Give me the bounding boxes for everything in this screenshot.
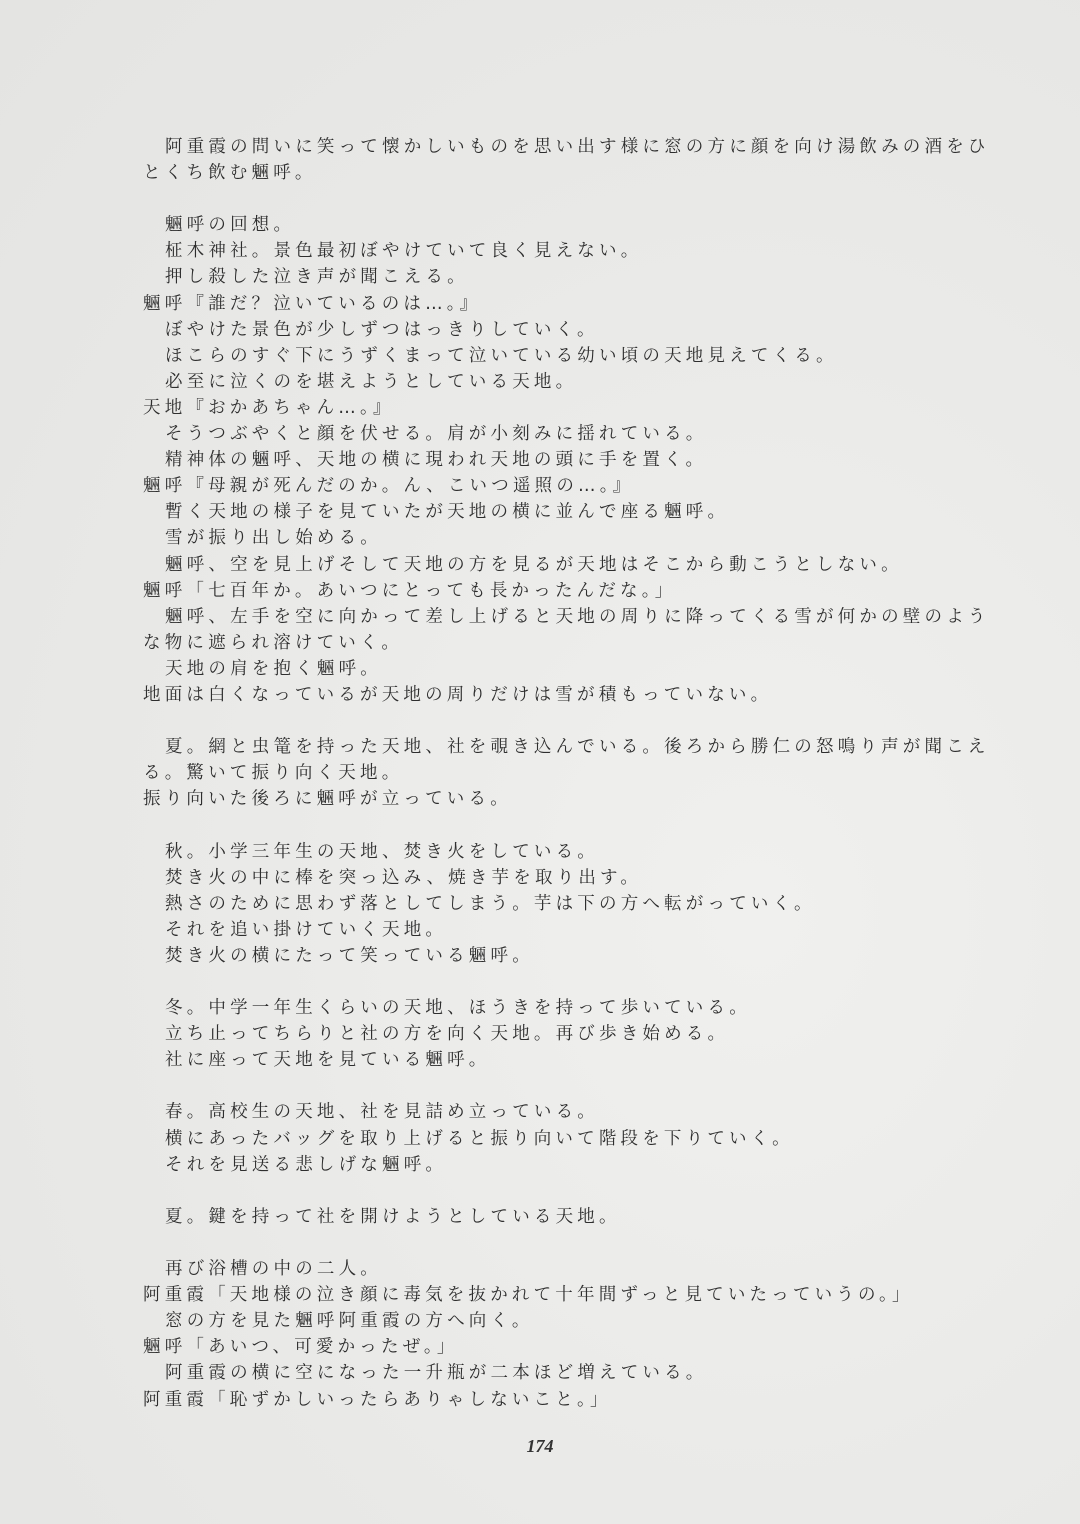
text-line: 熱さのために思わず落としてしまう。芋は下の方へ転がっていく。 — [165, 893, 816, 914]
text-line: 押し殺した泣き声が聞こえる。 — [165, 267, 469, 288]
blank-line — [143, 812, 1023, 838]
text-line: ほこらのすぐ下にうずくまって泣いている幼い頃の天地見えてくる。 — [165, 345, 838, 366]
text-line: 阿重霞の問いに笑って懐かしいものを思い出す様に窓の方に顔を向け湯飲みの酒をひ — [165, 137, 990, 157]
dialogue-line: 魎呼「七百年か。あいつにとっても長かったんだな。」 — [143, 580, 677, 601]
text-line: 精神体の魎呼、天地の横に現われ天地の頭に手を置く。 — [165, 450, 708, 471]
text-line: 魎呼、左手を空に向かって差し上げると天地の周りに降ってくる雪が何かの壁のよう — [165, 606, 990, 627]
text-line: 社に座って天地を見ている魎呼。 — [165, 1050, 491, 1071]
text-line: 必至に泣くのを堪えようとしている天地。 — [165, 371, 578, 392]
text-line: な物に遮られ溶けていく。 — [143, 632, 404, 653]
text-line: 夏。鍵を持って社を開けようとしている天地。 — [165, 1206, 621, 1227]
text-line: 秋。小学三年生の天地、焚き火をしている。 — [165, 841, 599, 862]
text-line: とくち飲む魎呼。 — [143, 163, 317, 184]
text-line: 雪が振り出し始める。 — [165, 528, 382, 549]
blank-line — [143, 1178, 1023, 1204]
text-line: 立ち止ってちらりと社の方を向く天地。再び歩き始める。 — [165, 1024, 730, 1045]
text-line: る。驚いて振り向く天地。 — [143, 763, 404, 784]
text-line: ぼやけた景色が少しずつはっきりしていく。 — [165, 319, 599, 340]
text-line: 暫く天地の様子を見ていたが天地の横に並んで座る魎呼。 — [165, 502, 730, 523]
text-line: それを見送る悲しげな魎呼。 — [165, 1154, 448, 1175]
blank-line — [143, 708, 1023, 734]
blank-line — [143, 1230, 1023, 1256]
text-line: そうつぶやくと顔を伏せる。肩が小刻みに揺れている。 — [165, 424, 708, 445]
text-line: 焚き火の中に棒を突っ込み、焼き芋を取り出す。 — [165, 867, 643, 888]
text-line: 阿重霞の横に空になった一升瓶が二本ほど増えている。 — [165, 1363, 708, 1384]
blank-line — [143, 969, 1023, 995]
script-text-body — [143, 134, 1023, 1413]
text-line: 横にあったバッグを取り上げると振り向いて階段を下りていく。 — [165, 1128, 794, 1149]
page-number: 174 — [526, 1436, 554, 1456]
dialogue-line: 魎呼『母親が死んだのか。ん、こいつ遥照の…。』 — [143, 476, 635, 497]
dialogue-line: 天地『おかあちゃん…。』 — [143, 397, 395, 418]
dialogue-line: 振り向いた後ろに魎呼が立っている。 — [143, 789, 512, 810]
text-line: 魎呼、空を見上げそして天地の方を見るが天地はそこから動こうとしない。 — [165, 554, 903, 575]
text-line: それを追い掛けていく天地。 — [165, 919, 448, 940]
blank-line — [143, 186, 1023, 212]
text-line: 焚き火の横にたって笑っている魎呼。 — [165, 945, 534, 966]
text-line: 再び浴槽の中の二人。 — [165, 1259, 382, 1280]
text-line: 窓の方を見た魎呼阿重霞の方へ向く。 — [165, 1311, 534, 1332]
dialogue-line: 阿重霞「天地様の泣き顔に毒気を抜かれて十年間ずっと見ていたっていうの。」 — [143, 1285, 914, 1306]
text-line: 冬。中学一年生くらいの天地、ほうきを持って歩いている。 — [165, 998, 751, 1019]
dialogue-line: 魎呼『誰だ？泣いているのは…。』 — [143, 293, 482, 314]
text-line: 柾木神社。景色最初ぼやけていて良く見えない。 — [165, 241, 643, 262]
text-line: 夏。網と虫篭を持った天地、社を覗き込んでいる。後ろから勝仁の怒鳴り声が聞こえ — [165, 737, 990, 758]
blank-line — [143, 1073, 1023, 1099]
dialogue-line: 阿重霞「恥ずかしいったらありゃしないこと。」 — [143, 1389, 612, 1410]
text-line: 春。高校生の天地、社を見詰め立っている。 — [165, 1102, 599, 1123]
text-line: 魎呼の回想。 — [165, 215, 296, 236]
text-line: 天地の肩を抱く魎呼。 — [165, 658, 382, 679]
dialogue-line: 地面は白くなっているが天地の周りだけは雪が積もっていない。 — [143, 684, 773, 705]
dialogue-line: 魎呼「あいつ、可愛かったぜ。」 — [143, 1337, 459, 1358]
